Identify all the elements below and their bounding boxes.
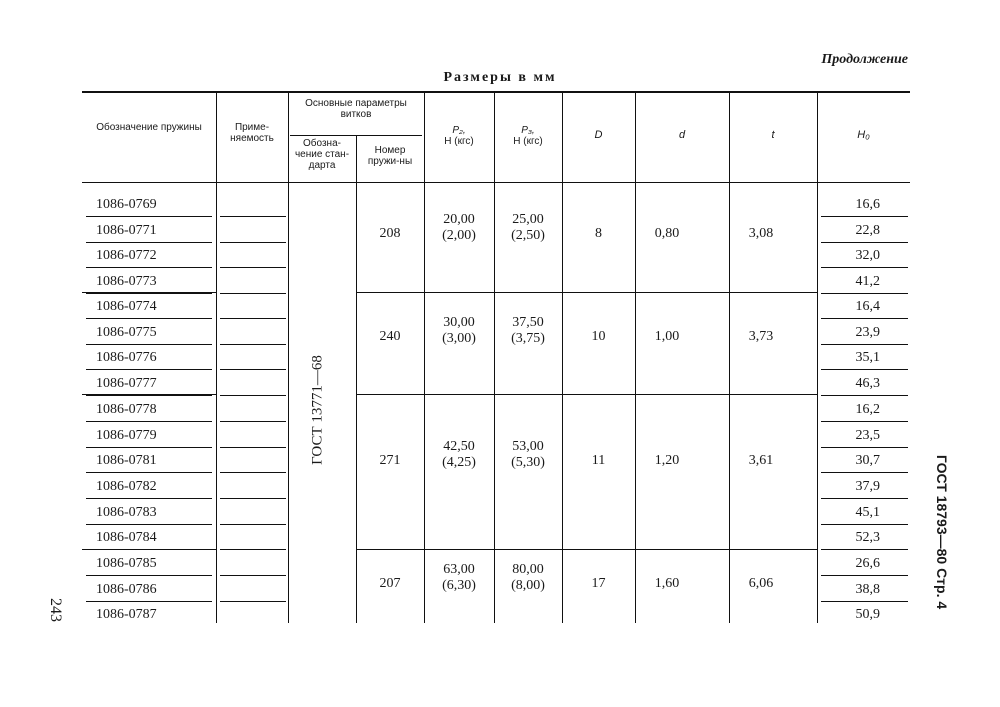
row-code: 1086-0771 (96, 223, 157, 238)
row-code: 1086-0774 (96, 299, 157, 314)
col-header-d: d (678, 129, 686, 141)
row-h0: 30,7 (855, 453, 880, 468)
col-header-std-designation: Обозна-чение стан-дарта (294, 138, 350, 171)
page-number: 243 (47, 598, 64, 622)
row-separator (220, 216, 286, 217)
row-code: 1086-0776 (96, 350, 157, 365)
group-d: 1,00 (654, 329, 680, 344)
row-code: 1086-0784 (96, 530, 157, 545)
group-p2-kgf: (3,00) (442, 331, 476, 346)
p3-symbol: P₃, (521, 125, 535, 136)
group-p2: 63,00 (443, 562, 475, 577)
group-spring-number: 240 (379, 329, 401, 344)
row-separator (220, 369, 286, 370)
p2-symbol: P₂, (452, 125, 466, 136)
group-spring-number: 207 (379, 576, 401, 591)
row-separator (220, 318, 286, 319)
row-separator (821, 216, 908, 217)
table-caption: Размеры в мм (443, 70, 557, 85)
col-header-basic-params: Основные параметры витков (305, 98, 407, 120)
group-p3-kgf: (3,75) (511, 331, 545, 346)
col-header-p2 (426, 125, 492, 147)
row-code: 1086-0769 (96, 197, 157, 212)
row-separator (86, 472, 212, 473)
row-separator (86, 344, 212, 345)
row-separator (220, 395, 286, 396)
group-p3: 37,50 (512, 315, 544, 330)
row-code: 1086-0781 (96, 453, 157, 468)
row-code: 1086-0787 (96, 607, 157, 622)
group-p3: 80,00 (512, 562, 544, 577)
row-h0: 16,6 (855, 197, 880, 212)
row-separator (220, 293, 286, 294)
row-separator (821, 395, 908, 396)
col-header-t: t (771, 129, 775, 141)
group-p3-kgf: (2,50) (511, 228, 545, 243)
row-separator (821, 293, 908, 294)
document-sidebar-label: ГОСТ 18793—80 Стр. 4 (934, 454, 950, 610)
group-d: 1,60 (654, 576, 680, 591)
col-header-H0: H₀ (857, 129, 870, 141)
continuation-label: Продолжение (821, 52, 908, 67)
group-p2: 20,00 (443, 212, 475, 227)
row-separator (86, 575, 212, 576)
group-D: 17 (591, 576, 606, 591)
group-p2-kgf: (6,30) (442, 578, 476, 593)
row-code: 1086-0772 (96, 248, 157, 263)
row-separator (821, 524, 908, 525)
row-separator (220, 601, 286, 602)
row-code: 1086-0775 (96, 325, 157, 340)
row-separator (220, 472, 286, 473)
row-separator (220, 242, 286, 243)
row-h0: 50,9 (855, 607, 880, 622)
group-p3: 53,00 (512, 439, 544, 454)
row-separator (220, 344, 286, 345)
row-separator (821, 498, 908, 499)
p2-unit: Н (кгс) (444, 136, 474, 147)
row-separator (86, 293, 212, 294)
row-h0: 16,2 (855, 402, 880, 417)
row-separator (821, 344, 908, 345)
row-h0: 41,2 (855, 274, 880, 289)
row-h0: 52,3 (855, 530, 880, 545)
row-h0: 38,8 (855, 582, 880, 597)
row-code: 1086-0785 (96, 556, 157, 571)
row-separator (220, 549, 286, 550)
row-code: 1086-0786 (96, 582, 157, 597)
group-d: 0,80 (654, 226, 680, 241)
row-separator (86, 524, 212, 525)
group-p2-kgf: (4,25) (442, 455, 476, 470)
group-p3-kgf: (8,00) (511, 578, 545, 593)
row-h0: 32,0 (855, 248, 880, 263)
group-p2-kgf: (2,00) (442, 228, 476, 243)
group-D: 11 (591, 453, 606, 468)
col-header-applicability: Приме-няемость (230, 122, 274, 144)
col-header-designation: Обозначение пружины (96, 122, 202, 133)
standard-designation: ГОСТ 13771—68 (309, 355, 326, 465)
group-spring-number: 208 (379, 226, 401, 241)
row-h0: 35,1 (855, 350, 880, 365)
group-t: 3,73 (748, 329, 774, 344)
row-h0: 23,9 (855, 325, 880, 340)
row-separator (821, 601, 908, 602)
row-h0: 23,5 (855, 428, 880, 443)
row-h0: 16,4 (855, 299, 880, 314)
group-t: 6,06 (748, 576, 774, 591)
row-separator (86, 601, 212, 602)
group-p2: 30,00 (443, 315, 475, 330)
row-h0: 45,1 (855, 505, 880, 520)
group-t: 3,61 (748, 453, 774, 468)
row-h0: 37,9 (855, 479, 880, 494)
group-p2: 42,50 (443, 439, 475, 454)
row-separator (86, 447, 212, 448)
row-code: 1086-0773 (96, 274, 157, 289)
group-p3-kgf: (5,30) (511, 455, 545, 470)
group-d: 1,20 (654, 453, 680, 468)
group-p3: 25,00 (512, 212, 544, 227)
col-header-D: D (594, 129, 603, 141)
row-separator (86, 267, 212, 268)
row-code: 1086-0779 (96, 428, 157, 443)
group-t: 3,08 (748, 226, 774, 241)
row-separator (821, 549, 908, 550)
row-separator (220, 498, 286, 499)
row-separator (821, 575, 908, 576)
row-separator (86, 318, 212, 319)
row-separator (86, 421, 212, 422)
row-separator (821, 267, 908, 268)
row-code: 1086-0778 (96, 402, 157, 417)
row-separator (220, 524, 286, 525)
row-separator (220, 575, 286, 576)
row-separator (821, 472, 908, 473)
row-h0: 46,3 (855, 376, 880, 391)
row-separator (220, 447, 286, 448)
row-separator (821, 447, 908, 448)
row-separator (86, 216, 212, 217)
col-header-spring-number: Номер пружи-ны (367, 145, 413, 167)
row-code: 1086-0782 (96, 479, 157, 494)
row-code: 1086-0777 (96, 376, 157, 391)
group-spring-number: 271 (379, 453, 401, 468)
row-separator (220, 267, 286, 268)
group-D: 8 (595, 226, 602, 241)
row-code: 1086-0783 (96, 505, 157, 520)
row-separator (821, 242, 908, 243)
row-separator (821, 421, 908, 422)
row-h0: 26,6 (855, 556, 880, 571)
row-separator (86, 498, 212, 499)
col-header-p3 (496, 125, 560, 147)
p3-unit: Н (кгс) (513, 136, 543, 147)
row-separator (821, 369, 908, 370)
row-separator (86, 395, 212, 396)
row-separator (821, 318, 908, 319)
group-D: 10 (591, 329, 606, 344)
row-separator (220, 421, 286, 422)
row-h0: 22,8 (855, 223, 880, 238)
row-separator (86, 242, 212, 243)
row-separator (86, 369, 212, 370)
